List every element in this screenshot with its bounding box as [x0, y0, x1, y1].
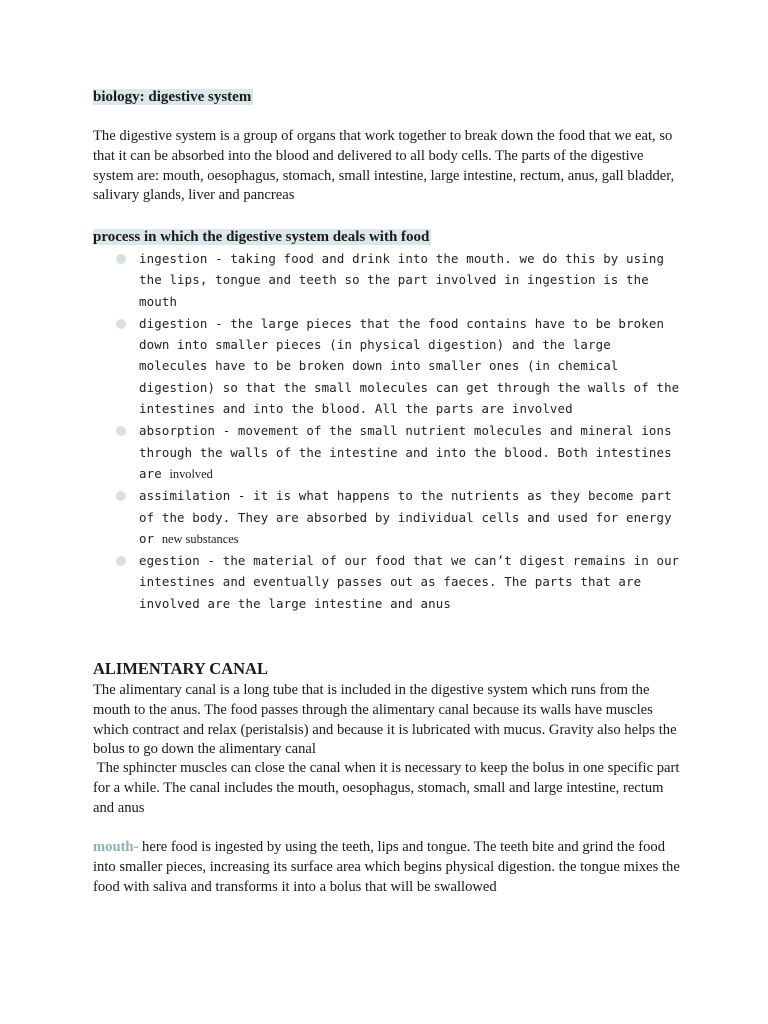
canal-paragraph-1: The alimentary canal is a long tube that is included in the digestive system which runs from the mouth to the anus. The food passes through the alimentary canal because its walls have muscles which contract and relax (peristalsis) and because it is lubricated with mucus. Gravity also helps the bolus to go down the alimentary canal — [93, 682, 677, 758]
mouth-description: here food is ingested by using the teeth, lips and tongue. The teeth bite and grind the food into smaller pieces, increasing its surface area which begins physical digestion. the tongue mixes the food with saliva and transforms it into a bolus that will be swallowed — [93, 839, 680, 895]
bullet-icon — [116, 426, 126, 436]
mouth-term: mouth- — [93, 839, 139, 855]
step-text: digestion - the large pieces that the food contains have to be broken down into smaller pieces (in physical digestion) and the large molecules have to be broken down into smaller ones (in chemical digestion) so that the small molecules can get through the walls of the intestines and into the blood. All the parts are involved — [139, 315, 680, 417]
process-heading-block — [93, 227, 431, 247]
step-text: absorption - movement of the small nutrient molecules and mineral ions through the walls of the intestine and into the blood. Both intestines are — [139, 423, 672, 481]
step-text: ingestion - taking food and drink into the mouth. we do this by using the lips, tongue and teeth so the part involved in ingestion is the mouth — [139, 251, 665, 309]
bullet-icon — [116, 254, 126, 264]
list-item — [93, 248, 683, 313]
step-text: assimilation - it is what happens to the nutrients as they become part of the body. They are absorbed by individual cells and used for energy or — [139, 488, 672, 546]
list-item — [93, 550, 683, 615]
process-heading: process in which the digestive system deals with food — [93, 229, 430, 245]
step-tail: involved — [169, 466, 213, 481]
bullet-icon — [116, 319, 126, 329]
document-title: biology: digestive system — [93, 89, 252, 105]
intro-paragraph: The digestive system is a group of organs that work together to break down the food that we eat, so that it can be absorbed into the blood and delivered to all body cells. The parts of the digestive system are: mouth, oesophagus, stomach, small intestine, large intestine, rectum, anus, gall bladder, salivary glands, liver and pancreas — [93, 128, 675, 204]
list-item — [93, 485, 683, 550]
process-steps-list — [93, 248, 683, 615]
mouth-paragraph — [93, 838, 683, 897]
canal-paragraph-2: The sphincter muscles can close the canal when it is necessary to keep the bolus in one specific part for a while. The canal includes the mouth, oesophagus, stomach, small and large intestine, rectum and anus — [93, 760, 684, 816]
document-title-block — [93, 87, 253, 107]
step-tail: new substances — [161, 531, 239, 546]
list-item — [93, 313, 683, 420]
step-text: egestion - the material of our food that we can’t digest remains in our intestines and eventually passes out as faeces. The parts that are involved are the large intestine and anus — [139, 553, 680, 611]
list-item — [93, 420, 683, 485]
bullet-icon — [116, 491, 126, 501]
alimentary-canal-heading: ALIMENTARY CANAL — [93, 659, 268, 678]
bullet-icon — [116, 556, 126, 566]
